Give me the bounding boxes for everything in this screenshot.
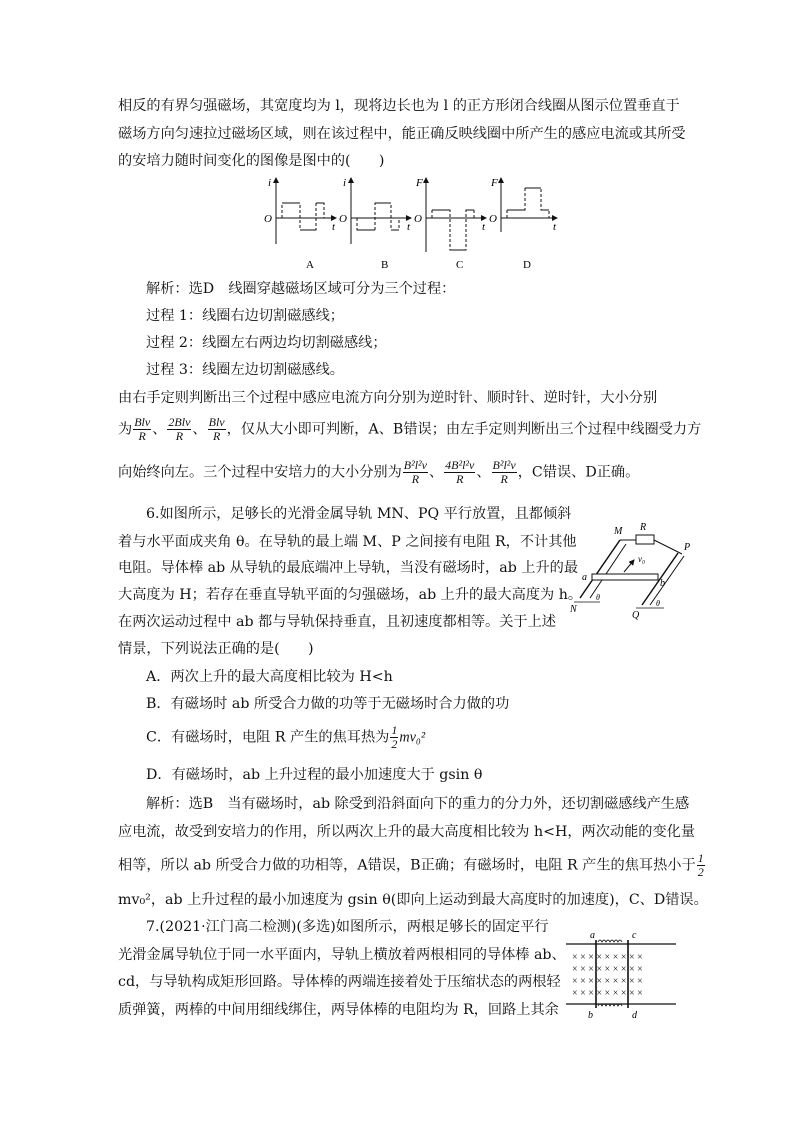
graph-b-origin: O [339, 213, 347, 225]
label-d7: d [632, 1010, 637, 1020]
graph-d-axis-label: F [491, 177, 498, 189]
q6-text-line-5: 在两次运动过程中 ab 都与导轨保持垂直，且初速度都相等。关于上述 [118, 614, 556, 630]
label-b7: b [588, 1010, 593, 1020]
q7-text-line-1: 7.(2021·江门高二检测)(多选)如图所示，两根足够长的固定平行 [146, 919, 549, 935]
label-b: b [660, 578, 665, 589]
q5-solution-line-3: 为 $\frac{\text{Blv}}{R}$ 、 $\frac{\text{2Blv}}{R}$ 、 $\frac{\text{Blv}}{R}$ ，仅从大小即可判断，A、B错误；由左手定则判断出三个过程中线圈受力方 [118, 415, 702, 443]
force-fraction-1: $\frac{\text{B²l²v}}{R}$ [403, 458, 427, 486]
label-theta-1: θ [596, 593, 600, 602]
label-a7: a [590, 930, 595, 941]
graph-c [414, 177, 486, 271]
q7-text-line-3: cd，与导轨构成矩形回路。导体棒的两端连接着处于压缩状态的两根轻 [118, 974, 561, 990]
q6-text-line-2: 着与水平面成夹角 θ。在导轨的最上端 M、P 之间接有电阻 R，不计其他 [118, 534, 577, 550]
q7-text-line-4: 质弹簧，两棒的中间用细线绑住，两导体棒的电阻均为 R，回路上其余 [118, 1002, 559, 1018]
q5-text-line-2: 磁场方向匀速拉过磁场区域，则在该过程中，能正确反映线圈中所产生的感应电流或其所受 [118, 126, 686, 142]
graph-b-t-label: t [407, 221, 411, 233]
q6-text-line-3: 电阻。导体棒 ab 从导轨的最底端冲上导轨，当没有磁场时，ab 上升的最 [118, 560, 579, 576]
label-c7: c [632, 930, 637, 941]
q5-process-3: 过程 3：线圈左边切割磁感线。 [146, 362, 344, 378]
q7-field-diagram [560, 930, 680, 1020]
force-fraction-2: $\frac{\text{4B²l²v}}{R}$ [445, 458, 475, 486]
q5-solution-intro: 解析：选D 线圈穿越磁场区域可分为三个过程： [146, 281, 456, 297]
graph-c-origin: O [414, 213, 422, 225]
current-fraction-1: $\frac{\text{Blv}}{R}$ [134, 415, 151, 443]
current-fraction-2: $\frac{\text{2Blv}}{R}$ [168, 415, 191, 443]
half-fraction: $\frac{1}{2}$ [391, 723, 398, 751]
q6-solution-line-1: 解析：选B 当有磁场时，ab 除受到沿斜面向下的重力的分力外，还切割磁感线产生感 [146, 796, 690, 812]
graph-d-letter: D [523, 259, 531, 271]
q5-text-line-3: 的安培力随时间变化的图像是图中的( ) [118, 153, 385, 169]
graph-c-axis-label: F [416, 177, 423, 189]
q6-option-a: A．两次上升的最大高度相比较为 H<h [146, 669, 393, 685]
q5-process-1: 过程 1：线圈右边切割磁感线； [146, 308, 344, 324]
graph-a [264, 177, 336, 271]
q5-text-line-1: 相反的有界匀强磁场，其宽度均为 l，现将边长也为 l 的正方形闭合线圈从图示位置垂直于 [118, 98, 680, 114]
q5-sol4-prefix: 向始终向左。三个过程中安培力的大小分别为 [118, 464, 402, 481]
q6-option-b: B．有磁场时 ab 所受合力做的功等于无磁场时合力做的功 [146, 696, 510, 712]
q6-solution-line-3: 相等，所以 ab 所受合力做的功相等，A错误，B正确；有磁场时，电阻 R 产生的焦耳热小于 $\frac{1}{2}$ [118, 851, 704, 879]
graph-a-origin: O [264, 213, 272, 225]
half-fraction-2: $\frac{1}{2}$ [697, 851, 704, 879]
q5-sol4-suffix: ，C错误、D正确。 [517, 464, 640, 481]
label-P: P [684, 542, 691, 553]
q6-rail-diagram [560, 510, 700, 620]
graph-a-axis-label: i [268, 177, 272, 189]
graph-b [339, 177, 411, 271]
q5-process-2: 过程 2：线圈左右两边均切割磁感线； [146, 335, 387, 351]
q5-sol3-prefix: 为 [118, 421, 133, 438]
q7-text-line-2: 光滑金属导轨位于同一水平面内，导轨上横放着两根相同的导体棒 ab、 [118, 947, 566, 963]
current-fraction-3: $\frac{\text{Blv}}{R}$ [208, 415, 225, 443]
field-crosses [572, 952, 643, 999]
label-a: a [582, 572, 587, 583]
graph-a-letter: A [306, 259, 314, 271]
graph-d-origin: O [489, 213, 497, 225]
svg-text:× × × × × × × × ×: × × × × × × × × × [572, 988, 643, 999]
graph-c-t-label: t [482, 221, 486, 233]
graph-c-letter: C [456, 259, 464, 271]
q6-solution-line-4: mv₀²，ab 上升过程的最小加速度为 gsin θ(即向上运动到最大高度时的加速度)，C、D错误。 [118, 892, 708, 908]
q5-solution-line-4: 向始终向左。三个过程中安培力的大小分别为 $\frac{\text{B²l²v}}{R}$ 、 $\frac{\text{4B²l²v}}{R}$ 、 $\frac{\text{B²l²v}}{R}$ ，C错误、D正确。 [118, 458, 640, 486]
q6-text-line-1: 6.如图所示，足够长的光滑金属导轨 MN、PQ 平行放置，且都倾斜 [146, 506, 572, 522]
graph-d [489, 177, 557, 271]
q6-solution-line-2: 应电流，故受到安培力的作用，所以两次上升的最大高度相比较为 h<H，两次动能的变化量 [118, 824, 696, 840]
q5-graph-options [258, 172, 558, 272]
q6-option-d: D．有磁场时，ab 上升过程的最小加速度大于 gsin θ [146, 767, 483, 783]
label-theta-2: θ [656, 599, 660, 608]
label-M: M [614, 526, 623, 537]
q5-solution-line-2: 由右手定则判断出三个过程中感应电流方向分别为逆时针、顺时针、逆时针，大小分别 [118, 390, 658, 406]
graph-a-t-label: t [332, 221, 336, 233]
label-Q: Q [632, 610, 640, 620]
q6-option-c: C．有磁场时，电阻 R 产生的焦耳热为 $\frac{1}{2}$ mv₀² [146, 723, 426, 751]
q6-text-line-6: 情景，下列说法正确的是( ) [118, 641, 314, 657]
q5-sol3-suffix: ，仅从大小即可判断，A、B错误；由左手定则判断出三个过程中线圈受力方 [226, 421, 702, 438]
label-N: N [570, 604, 577, 615]
q6-text-line-4: 大高度为 H；若存在垂直导轨平面的匀强磁场，ab 上升的最大高度为 h。 [118, 587, 583, 603]
label-R: R [640, 522, 647, 533]
svg-text:× × × × × × × × ×: × × × × × × × × × [572, 976, 643, 987]
force-fraction-3: $\frac{\text{B²l²v}}{R}$ [492, 458, 516, 486]
svg-text:× × × × × × × × ×: × × × × × × × × × [572, 964, 643, 975]
graph-b-letter: B [381, 259, 389, 271]
graph-d-t-label: t [553, 221, 557, 233]
graph-b-axis-label: i [343, 177, 347, 189]
svg-text:× × × × × × × × ×: × × × × × × × × × [572, 952, 643, 963]
label-v0: v₀ [638, 554, 646, 564]
